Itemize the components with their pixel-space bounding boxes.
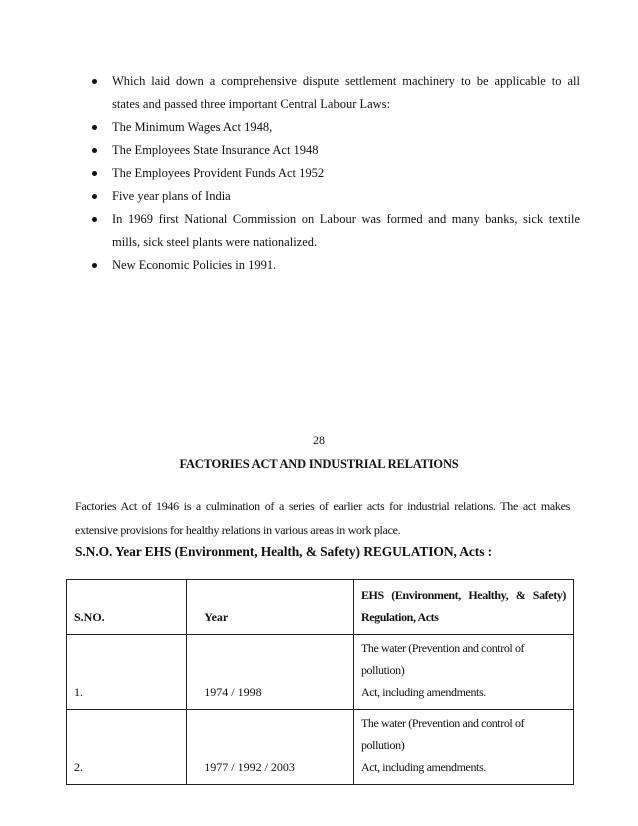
list-item [92, 162, 580, 185]
cell-year-value: 1977 / 1992 / 2003 [204, 760, 295, 774]
list-item [92, 185, 580, 208]
header-sno: S.NO. [67, 580, 187, 635]
list-item-text: In 1969 first National Commission on Labour was formed and many banks, sick textile [112, 212, 580, 226]
list-item [92, 139, 580, 162]
bullet-icon [92, 148, 97, 153]
bullet-icon [92, 125, 97, 130]
list-item [92, 254, 580, 277]
list-item-text: Which laid down a comprehensive dispute settlement machinery to be applicable to all [112, 74, 580, 88]
table-header-row [67, 580, 574, 635]
cell-year [187, 635, 354, 710]
bullet-icon [92, 171, 97, 176]
cell-year [187, 710, 354, 785]
cell-year-value: 1974 / 1998 [204, 685, 262, 699]
cell-act [353, 710, 573, 785]
list-item [92, 116, 580, 139]
table-caption: S.N.O. Year EHS (Environment, Health, & Safety) REGULATION, Acts : [75, 544, 493, 559]
cell-sno: 2. [67, 710, 187, 785]
intro-paragraph: Factories Act of 1946 is a culmination of a series of earlier acts for industrial relations. The act makes extensive provisions for healthy relations in various areas in work place. [75, 499, 570, 537]
list-item [92, 208, 580, 254]
table-row [67, 635, 574, 710]
bullet-icon [92, 263, 97, 268]
header-acts-line1: EHS (Environment, Healthy, & Safety) [360, 588, 566, 602]
cell-act-line2: Act, including amendments. [360, 760, 486, 774]
cell-act-line1: The water (Prevention and control of pollution) [360, 716, 525, 752]
bullet-list [92, 70, 580, 277]
section-title: FACTORIES ACT AND INDUSTRIAL RELATIONS [179, 457, 459, 471]
page-number: 28 [313, 433, 325, 447]
bullet-icon [92, 79, 97, 84]
list-item-text: states and passed three important Central Labour Laws: [112, 97, 391, 111]
cell-sno: 1. [67, 635, 187, 710]
list-item-text: New Economic Policies in 1991. [112, 258, 277, 272]
regulations-table [66, 579, 574, 785]
header-acts [353, 580, 573, 635]
header-year [187, 580, 354, 635]
cell-act [353, 635, 573, 710]
list-item-text: The Employees State Insurance Act 1948 [112, 143, 319, 157]
list-item [92, 70, 580, 116]
list-item-text: mills, sick steel plants were nationalized. [112, 235, 318, 249]
cell-act-line2: Act, including amendments. [360, 685, 486, 699]
header-acts-line2: Regulation, Acts [360, 610, 439, 624]
list-item-text: The Minimum Wages Act 1948, [112, 120, 273, 134]
bullet-icon [92, 194, 97, 199]
header-year-label: Year [204, 610, 229, 624]
bullet-icon [92, 217, 97, 222]
list-item-text: The Employees Provident Funds Act 1952 [112, 166, 325, 180]
table-row [67, 710, 574, 785]
cell-act-line1: The water (Prevention and control of pollution) [360, 641, 525, 677]
list-item-text: Five year plans of India [112, 189, 231, 203]
